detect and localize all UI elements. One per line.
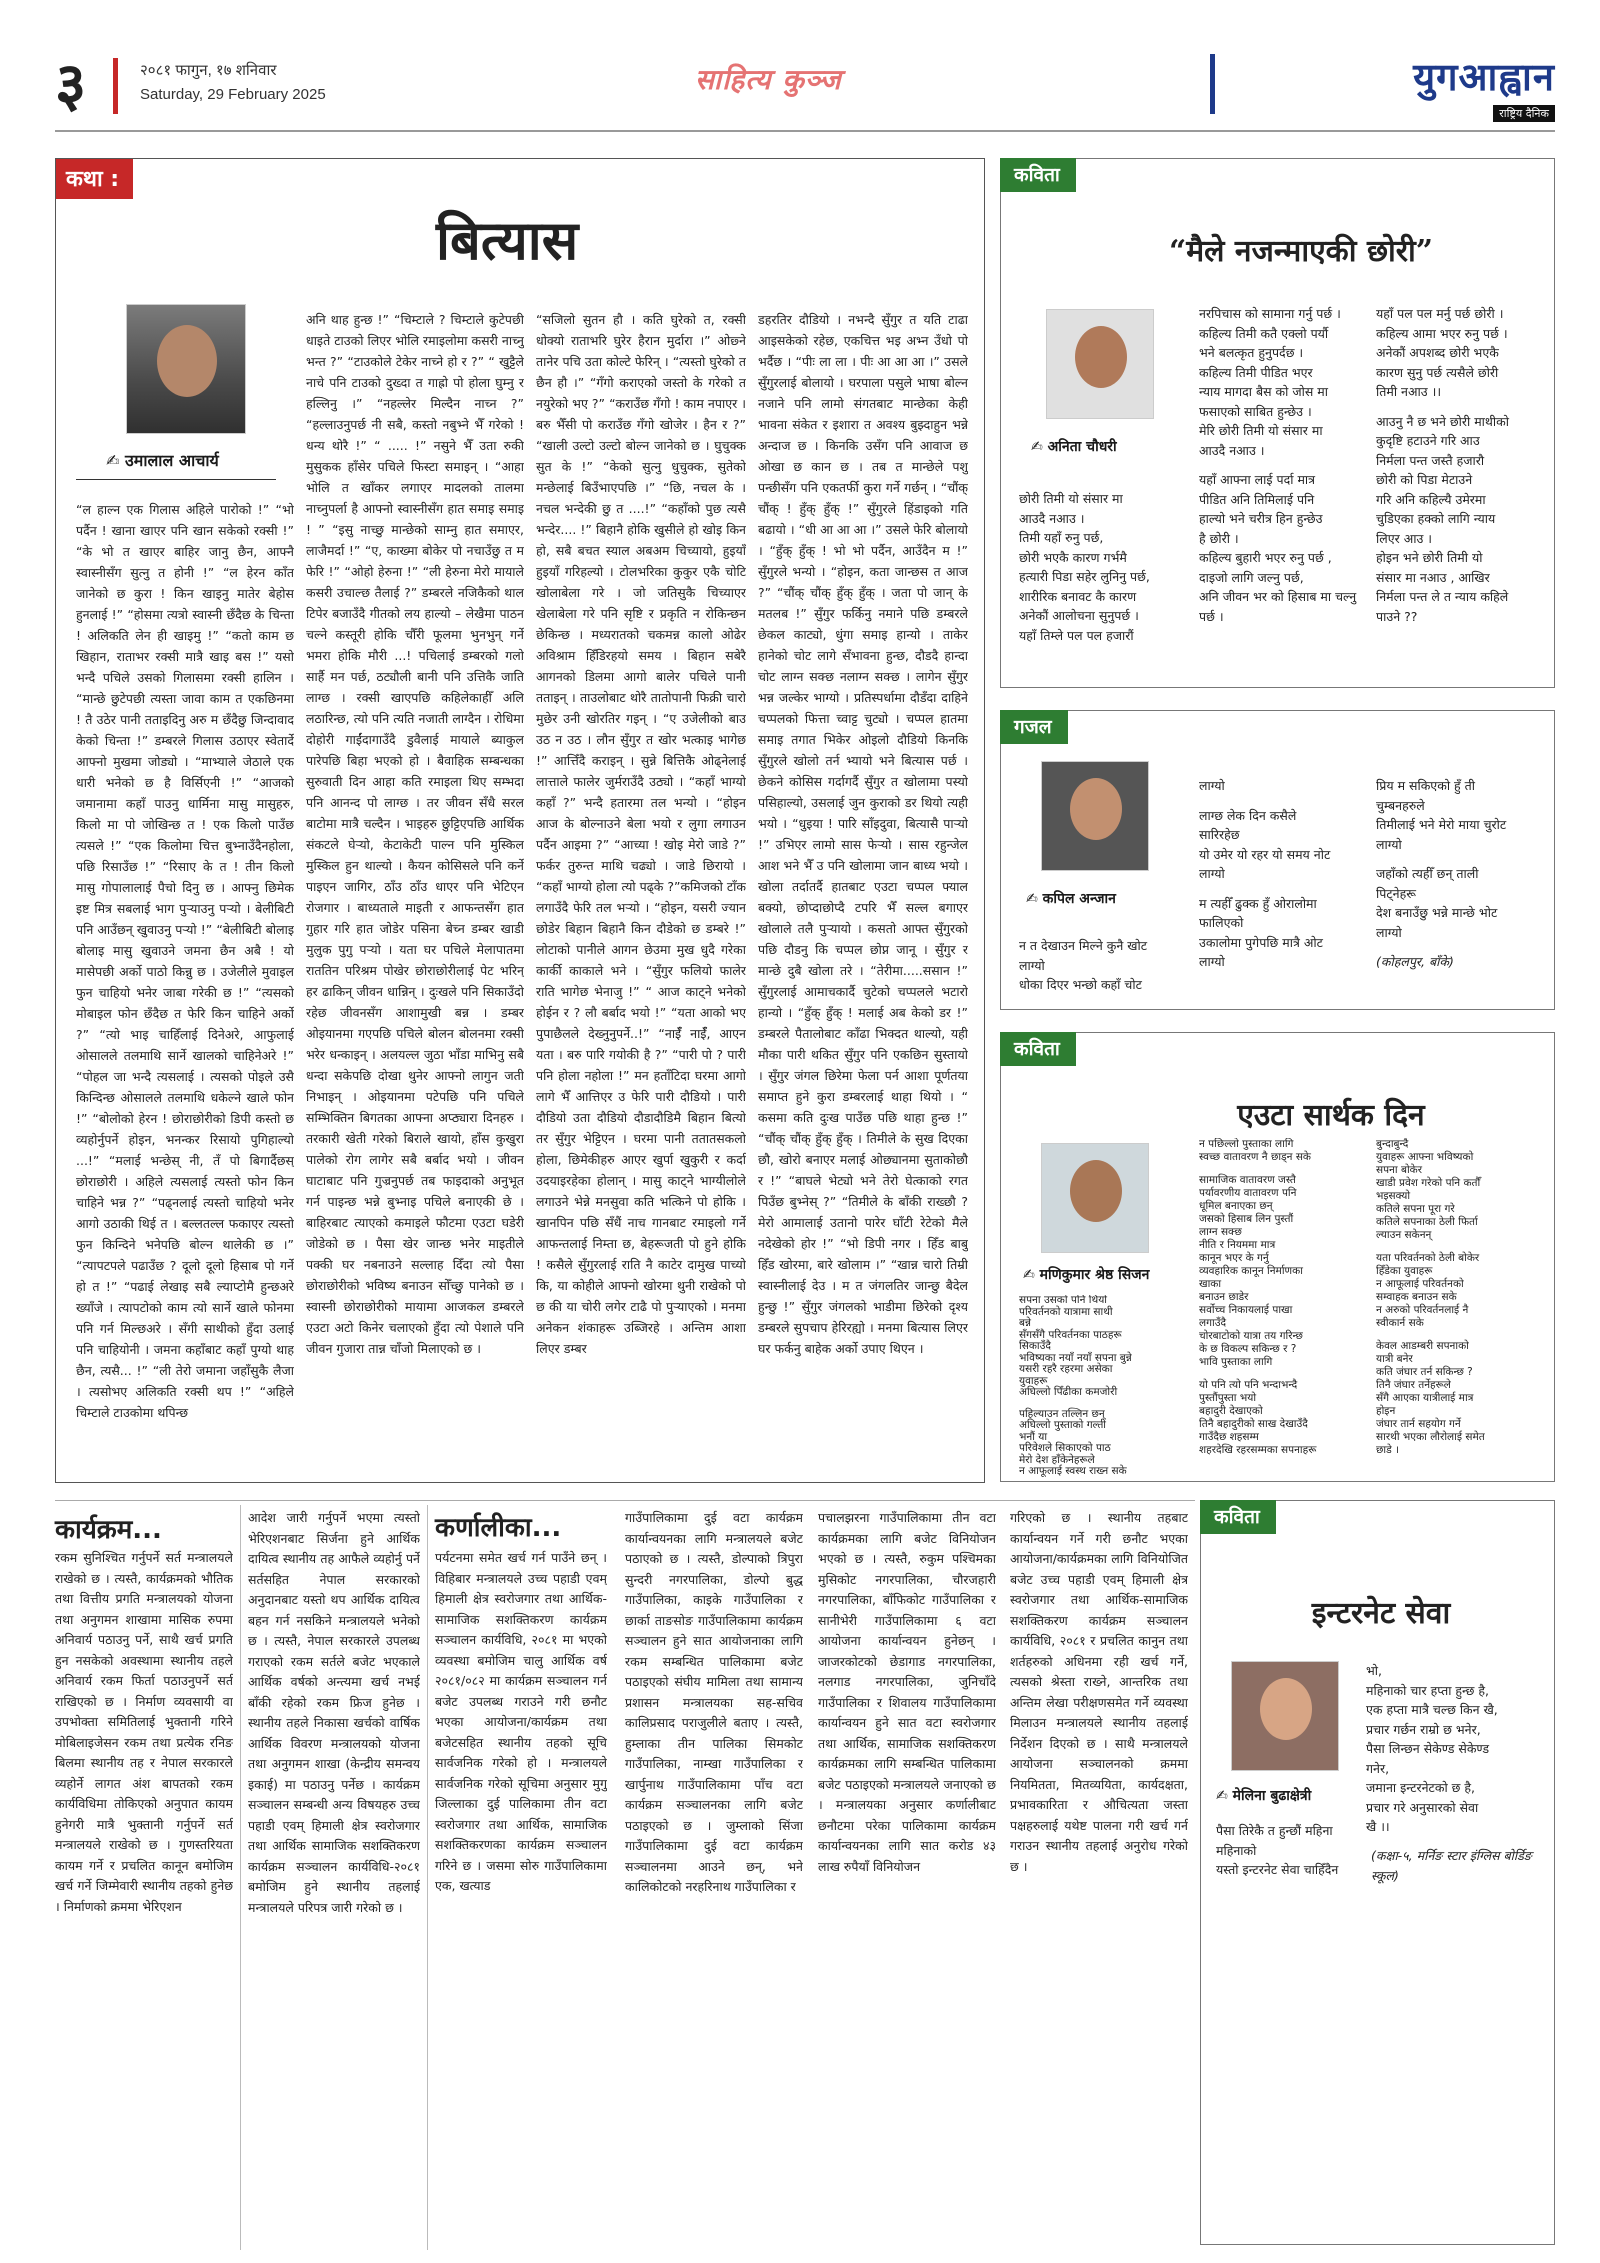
poem-line: खाडी प्रवेश गरेको पनि कतौँ <box>1376 1177 1481 1189</box>
poem-3-col-left <box>1019 1295 1189 1480</box>
poem-1-col-mid <box>1199 304 1369 674</box>
poem-line: चोरबाटोको यात्रा तय गरिन्छ <box>1199 1330 1303 1342</box>
poem-line: न अरुको परिवर्तनलाई नै <box>1376 1304 1469 1316</box>
poem-line: युवाहरू <box>1019 1374 1048 1387</box>
poem-line: पिट्नेहरू <box>1376 885 1416 901</box>
poem-line: यात्री बनेर <box>1376 1353 1413 1365</box>
poem-line: सँगसँगै परिवर्तनका पाठहरू <box>1019 1328 1122 1341</box>
poem-2-col-left <box>1019 936 1179 1006</box>
poet-3-face <box>1070 1160 1122 1222</box>
page-number: ३ <box>55 50 87 120</box>
brand-tagline: राष्ट्रिय दैनिक <box>1493 105 1555 122</box>
poem-line: अघिल्लो पिँढीका कमजोरी <box>1019 1386 1118 1398</box>
poet-2-face <box>1070 778 1122 840</box>
news-2-column-3: पचालझरना गाउँपालिकामा तीन वटा कार्यक्रमका लागि बजेट विनियोजन भएको छ । त्यस्तै, रुकुम पश्चिमका मुसिकोट नगरपालिका, चौरजहारी नगरपालिका, बाँफिकोट गाउँपालिका र सानीभेरी गाउँपालिकामा ६ वटा आयोजना कार्यान्वयन हुनेछन् । जाजरकोटको छेडागाड नगरपालिका, नलगाड नगरपालिका, जुनिचाँदे गाउँपालिका र शिवालय गाउँपालिकामा कार्यान्वयन हुने सात वटा स्वरोजगार तथा आर्थिक, सामाजिक सशक्तिकरण कार्यक्रमका लागि सम्बन्धित पालिकामा बजेट पठाइएको मन्त्रालयले जनाएको छ । मन्त्रालयका अनुसार कर्णालीबाट छनौटमा परेका पालिकामा कार्यक्रम कार्यान्वयनका लागि सात करोड ४३ लाख रुपैयाँ विनियोजन <box>818 1510 996 1874</box>
poem-line: पैसा तिरेकै त हुन्छौं महिना <box>1216 1823 1333 1838</box>
news-heading-2: कर्णालीका... <box>435 1513 562 1543</box>
poem-line <box>1199 1164 1369 1174</box>
poem-line: हाल्यो भने चरीत्र हिन हुन्छेउ <box>1199 511 1323 526</box>
news-2-column-2: गाउँपालिकामा दुई वटा कार्यक्रम कार्यान्वयनका लागि मन्त्रालयले बजेट पठाएको छ । त्यस्तै, डोल्पाको त्रिपुरा सुन्दरी नगरपालिका, डोल्पो बुद्ध गाउँपालिका, काइके गाउँपालिका र छार्का ताङसोङ गाउँपालिकामा कार्यक्रम सञ्चालन हुने सात आयोजनाका लागि रकम सम्बन्धित पालिकामा बजेट पठाइएको संघीय मामिला तथा सामान्य प्रशासन मन्त्रालयका सह-सचिव कालिप्रसाद पराजुलीले बताए । त्यस्तै, हुम्लाका तीन पालिका सिमकोट गाउँपालिका, नाम्खा गाउँपालिका र खार्पुनाथ गाउँपालिकामा पाँच वटा कार्यक्रम सञ्चालनका लागि बजेट पठाइएको छ । जुम्लाको सिंजा गाउँपालिकामा दुई वटा कार्यक्रम सञ्चालनमा आउने छन्, भने कालिकोटको नरहरिनाथ गाउँपालिका र <box>625 1510 803 1894</box>
poem-line <box>1199 884 1379 894</box>
poet-3-name: ✍ मणिकुमार श्रेष्ठ सिजन <box>1023 1267 1150 1283</box>
poem-line: स्वच्छ वातावरण नै छाड्न सके <box>1199 1151 1311 1163</box>
poet-1-photo <box>1046 309 1154 419</box>
poem-line: सारथी भएका लौरोलाई समेत <box>1376 1431 1485 1443</box>
poem-line <box>1019 1399 1189 1409</box>
poem-line <box>1199 796 1379 806</box>
poem-line: कुदृष्टि हटाउने गरि आउ <box>1376 433 1480 448</box>
poem-line: भावि पुस्ताका लागि <box>1199 1356 1273 1368</box>
poem-line: जमाना इन्टरनेटको छ है, <box>1366 1780 1476 1795</box>
poem-line <box>1376 854 1551 864</box>
poet-3-name-text: मणिकुमार श्रेष्ठ सिजन <box>1039 1267 1150 1283</box>
poem-line: तिनै जंघार तर्नेहरूले <box>1376 1379 1451 1391</box>
poem-line <box>1376 1242 1551 1252</box>
poem-line: यो उमेर यो रहर यो समय नोट <box>1199 846 1331 862</box>
poem-line: अनेकौं अपशब्द छोरी भएकै <box>1376 345 1499 360</box>
poem-3-title: एउटा सार्थक दिन <box>1237 1098 1425 1133</box>
poem-3-col-right <box>1376 1138 1551 1478</box>
poem-line: लाग्छ लेक दिन कसैले <box>1199 807 1297 823</box>
poem-line: आउदै नआउ । <box>1199 442 1265 458</box>
story-column-1: “ल हाल्न एक गिलास अहिले पारोको !” “भो पर्दैन ! खाना खाएर पनि खान सकेको रक्सी !” “के भो त खाएर बाहिर जानु छैन, आफ्नै स्वास्नीसँग सुत्नु त होनी !” “ल हेरन काँत जानेको छ कुरा ! किन खाइनु मातेर बेहोस हुनलाई !” “होसमा त्यत्रो स्वास्नी छँदैछ के चिन्ता ! अलिकति लेन ही खाइमु !” “कतो काम छ खिहान, राताभर रक्सी मात्रै खाइ बस !” यसो भन्दै पचिले उसको गिलासमा रक्सी हालिन । “मान्छे छुटेपछी त्यस्ता जावा काम त एकछिनमा ! तै उठेर पानी तताइदिनु अरु म छँदैछु जिन्दावाद केको चिन्ता !” डम्बरले गिलास उठाएर स्वेतार्दे आफ्नो मुखमा जोड्यो । “माभ्याले जेठाले एक धारी भनेको छ है विर्सिएनी !” “आजको जमानामा कहाँ पाउनु धार्मिना मासु मासुहरु, किलो मा पो जोखिन्छ त ! एक किलो पाउँछ त्यसले !” “एक किलोमा चित्त बुभ्नाउँदैनहोला, पछि रिसाउँछ !” “रिसाए के त ! तीन किलो मासु गोपालालाई पैचो दिनु छ । आफ्नु छिमेक इष्ट मित्र सबलाई भाग पुऱ्याउनु पऱ्यो । बेलीबिटी पनि आउँछन् खुवाउनु पऱ्यो !” “बेलीबिटी बोलाइ बोलाइ मासु खुवाउने जमना छैन अबै ! यो मासेपछी अर्को पाठो किन्नु छ । उजेलीले मुवाइल फुन चाहियो भनेर जाबा गरेकी छ !” “त्यसको मोबाइल फोन छँदैछ त फेरि किन चाहिने अर्को ?” “त्यो भाइ चाहिँलाई दिनेअरे, आफुलाई ओसालले तलमाथि सार्ने खालको चाहिनेअरे !” “पोहल जा भन्दै त्यसलाई । त्यसको पोइले उसै किन्दिन्छ ओसालले तलमाथि धकेल्ने खाले फोन !” “बोलोको हेरन ! छोराछोरीको डिपी कस्तो छ व्यहोर्नुपर्ने होइन, भनन्कर रिसायो पुगिहाल्यो ...!” “मलाई भन्छेस् नी, तँ पो बिगार्दैछस् छोराछोरी । अहिले त्यसलाई त्यस्तो फोन किन चाहिने भन्न ?” “पढ्नलाई त्यस्तो चाहियो भनेर आगो उठाकी थिई त । बल्लतल्ल फकाएर त्यस्तो फुन किन्दिने भनेपछि बोल्न थालेकी छ ।” “त्यापटपले पढाउँछ ? दूलो दूलो हिसाब पो गर्ने हो त !” “पढाई लेखाइ सबै ल्याप्टोमै हुन्छअरे ख्याँजे । त्यापटोको काम त्यो सार्ने खाले फोनमा पनि गर्न मिल्छअरे । सँगी साथीको हुँदा उलाई पनि चाहियोनी । जमना कहाँबाट कहाँ पुग्यो थाह छैन, त्यसै... !” “ली तेरो जमाना जहाँसुकै लैजा । त्यसोभए अलिकति रक्सी थप !” “अहिले चिम्टाले टाउकोमा थपिन्छ <box>76 502 294 1420</box>
poem-box-1 <box>1000 158 1555 688</box>
poem-line: पर्यावरणीय वातावरण पनि <box>1199 1187 1297 1199</box>
poem-line: पहिल्याउन तल्लिन छन् <box>1019 1407 1105 1420</box>
masthead <box>55 50 1555 125</box>
poem-line: भविष्यका नयाँ नयाँ सपना बुन्ने <box>1019 1351 1132 1364</box>
poem-1-title: “मैले नजन्माएकी छोरी” <box>1168 234 1434 269</box>
poem-line: आउनु नै छ भने छोरी माथीको <box>1376 413 1509 429</box>
poem-line: भनौं या <box>1019 1430 1048 1443</box>
poem-1-col-left <box>1019 489 1179 669</box>
poem-box-3 <box>1000 1032 1555 1482</box>
poem-line: बुन्दाबुन्दै <box>1376 1138 1409 1150</box>
poem-line: यहाँ पल पल मर्नु पर्छ छोरी । <box>1376 306 1504 321</box>
poem-line: गनेर, <box>1366 1760 1390 1776</box>
poem-3-tag: कविता <box>1000 1032 1076 1066</box>
poet-4-face <box>1260 1678 1312 1740</box>
poet-2-name: ✍ कपिल अन्जान <box>1026 891 1116 907</box>
poem-line: छोरी भएकै कारण गर्भमै <box>1019 549 1127 565</box>
poem-line <box>1376 402 1546 412</box>
poem-line: गरि अनि कहिल्यै उमेरमा <box>1376 491 1486 507</box>
poem-line: पुस्तौंपुस्ता भयो <box>1199 1392 1257 1404</box>
poem-1-tag: कविता <box>1000 158 1076 192</box>
poem-line: लाग्यो <box>1199 866 1225 881</box>
poem-4-school: (कक्षा-५, मर्निङ स्टार इंग्लिस बोर्डिङ स्कूल) <box>1371 1848 1532 1883</box>
poem-line <box>1199 460 1369 470</box>
poem-line: लिएर आउ । <box>1376 530 1433 546</box>
brand-logo <box>1413 50 1555 122</box>
masthead-rule <box>55 130 1555 132</box>
poem-line: होइन <box>1376 1405 1396 1417</box>
poem-line: भने बलत्कृत हुनुपर्दछ । <box>1199 345 1304 360</box>
poem-line: तिनै बहादुरीको साख देखाउँदै <box>1199 1418 1308 1430</box>
poem-line: तिमी नआउ ।। <box>1376 384 1442 399</box>
poem-line: केवल आडम्बरी सपनाको <box>1376 1340 1469 1352</box>
poet-3-photo <box>1041 1143 1149 1253</box>
poem-line: न पछिल्लो पुस्ताका लागि <box>1199 1138 1294 1150</box>
poem-line: सपना उसको पनि थियो <box>1019 1295 1108 1306</box>
poem-line: निर्मला पन्त जस्तै हजारौ <box>1376 452 1485 468</box>
poem-line: लाग्यो <box>1199 954 1225 969</box>
poem-line: निर्मला पन्त ले त न्याय कहिले <box>1376 589 1509 604</box>
poem-3-col-mid <box>1199 1138 1369 1478</box>
poem-line: आउदै नआउ । <box>1019 510 1085 526</box>
story-box <box>55 158 985 1483</box>
story-column-3: “सजिलो सुतन हौ । कति घुरेको त, रक्सी धोक्यो राताभरि घुरेर हैरान मुर्दारा ।” ओछ्ने तानेर पचि उता कोल्टे फेरिन् । “त्यस्तो घुरेको त छैन हौ ।” “गँगो कराएको जस्तो के गरेको त नयुरेको भए ?” “कराउँछ गँगो ! काम नपाएर । बरु भैँसी पो कराउँछ गँगो खोजेर । हैन र ?” “खाली उल्टो उल्टो बोल्न जानेको छ । घुचुक्क सुत के !” “केको सुत्नु धुचुक्क, सुतेको मन्छेलाई बिउँभाएपछि ।” “छि, नचल के । नचल भन्देकी छु त ....!” “कहाँको पुछ त्यसै भन्देर.... !” बिहानै होकि खुसीले हो खोइ किन हो, सबै बचत स्याल अबअम चिच्यायो, हुइयाँ हुइयाँ गरिहल्यो । टोलभरिका कुकुर एकै चोटि खोलाबेला गरे । जो जतिसुकै चिच्याएर खेलाबेला गरे पनि सृष्टि र प्रकृति न रोकिन्छन छेकिन्छ । मध्यरातको चकमन्न कालो ओढेर अविश्राम हिँडिरहयो समय । बिहान सबेरै आगनको डिलमा आगो बालेर पचिले पानी तताइन् । ताउलोबाट थोरै तातोपानी फिक्री चारो मुछेर उनी खोरतिर गइन् । “ए उजेलीको बाउ उठ न उठ । लौन सुँगुर त खोर भत्काइ भागेछ !” आत्तिँदै कराइन् । सुन्ने बित्तिकै ओढ्नेलाई लात्ताले फालेर जुर्मराउँदै उठ्यो । “कहाँ भाग्यो कहाँ ?” भन्दै हतारमा तल भन्यो । “होइन आज के बोल्नाउने बेला भयो र लुगा लगाउन पर्दैन आइमा ?” “आच्या ! खोइ मेरो जाडे ?” फर्कर तुरुन्त माथि चढ्यो । जाडे छिरायो । “कहाँ भाग्यो होला त्यो पढ्के ?”कमिजको टाँक लगाउँदै फेरि तल भऱ्यो । “होइन, यसरी ज्यान छोडेर बिहान बिहानै किन दौडेको छ डम्बरे !” लोटाको पानीले आगन छेउमा मुख धुदै गरेका कार्की काकाले भने । “सुँगुर फलियो फालेर राति भागेछ भेनाजु !” “ आज काट्ने भनेको होईन र ? लौ बर्बाद भयो !” “यता आको भए पुपाछैलले देख्नुनुपर्ने..!” “नाईँ नाईँ, आएन यता । बरु पारि गयोकी है ?” “पारी पो ? पारी पनि होला नहोला !” मन हताँटिदा घरमा आगो लागे भैँ आत्तिएर उ फेरि पारी दौडियो । पारी दौडियो उता दौडियो दौडादौडिमै बिहान बित्यो तर सुँगुर भेट्टिएन । घरमा पानी ततातसकलो होला, छिमेकीहरु आएर खुर्पा खुकुरी र कर्दा उदयाइरहेका होलान् । मासु काट्ने भाग्यीलोले लगाउने भेन्ने मनसुवा कति भत्किने पो होकि । खानपिन पछि सँधैं नाच गानबाट रमाइलो गर्ने आफन्तलाई निम्ता छ, बेहरूजती पो हुने होकि ! कसैले सुँगुरलाई राति नै काटेर दामुख पाच्यो कि, या कोहीले आफ्नो खोरमा थुनी राखेको पो छ की या चोरी लगेर टाढै पो पुऱ्याएको । मनमा अनेकन शंकाहरू उब्जिरहे । अन्तिम आशा लिएर डम्बर <box>536 312 746 1356</box>
poem-line: संसार मा नआउ , आखिर <box>1376 569 1490 585</box>
poem-line: लाग्न सक्छ <box>1199 1226 1242 1238</box>
poem-line: यसरी रहरै रहरमा असेका <box>1019 1363 1113 1375</box>
poem-line: कारण सुनु पर्छ त्यसैले छोरी <box>1376 364 1499 380</box>
page-number-divider <box>113 58 118 114</box>
poem-line: महिनाको चार हप्ता हुन्छ है, <box>1366 1682 1489 1698</box>
poem-line: छोरी को पिडा मेटाउने <box>1376 472 1473 487</box>
poem-line: दाइजो लागि जल्नु पर्छ, <box>1199 569 1304 585</box>
poem-line <box>1199 1369 1369 1379</box>
brand-name: युगआह्वान <box>1413 55 1555 99</box>
section-title: साहित्य कुञ्ज <box>695 63 842 96</box>
poem-line: सामाजिक वातावरण जस्तै <box>1199 1174 1296 1186</box>
date-english: Saturday, 29 February 2025 <box>140 86 326 103</box>
poem-line: तिमी यहाँ रुनु पर्छ, <box>1019 530 1104 545</box>
poem-line: होइन भने छोरी तिमी यो <box>1376 550 1483 565</box>
poem-line: सँगै आएका यात्रीलाई मात्र <box>1376 1392 1474 1404</box>
poem-line: यहाँ तिम्ले पल पल हजारौं <box>1019 627 1134 643</box>
poem-2-col-mid <box>1199 776 1379 1006</box>
poem-line: कहिल्य तिमी कतै एक्लो पर्यौ <box>1199 325 1329 341</box>
column-divider <box>240 1505 241 2250</box>
poem-line: सिकाउँदै <box>1019 1340 1051 1352</box>
poem-line: लगाउँदै <box>1199 1317 1227 1329</box>
poem-line: खै ।। <box>1366 1819 1390 1834</box>
poem-line: न आफूलाई परिवर्तनको <box>1376 1278 1464 1290</box>
poem-line: परिवर्तनको यात्रामा साथी <box>1019 1305 1113 1318</box>
poem-line: चुम्बनहरुले <box>1376 797 1425 813</box>
poem-box-4 <box>1200 1500 1555 2245</box>
poem-line: जहाँको त्यहीँ छन् ताली <box>1376 866 1479 881</box>
poem-1-col-right <box>1376 304 1546 674</box>
poem-line: सर्वोच्च निकायलाई पाखा <box>1199 1304 1293 1316</box>
poem-line: कतिले सपना पूरा गरे <box>1376 1203 1455 1215</box>
poem-line: खाका <box>1199 1278 1222 1290</box>
poem-line: यता परिवर्तनको ठेली बोकेर <box>1376 1252 1480 1264</box>
poem-line: गाउँदैछ शहसम्म <box>1199 1431 1259 1443</box>
poem-line <box>1376 1330 1551 1340</box>
author-face <box>157 325 217 397</box>
poem-line: सारिरहेछ <box>1199 827 1240 842</box>
poem-line: कहिल्य बुहारी भएर रुनु पर्छ , <box>1199 550 1332 565</box>
poet-4-name-text: मेलिना बुढाक्षेत्री <box>1232 1788 1312 1804</box>
poem-line: के छ विकल्प सकिन्छ र ? <box>1199 1343 1297 1355</box>
poem-line: अनि जीवन भर को हिसाब मा चल्नु पर्छ । <box>1199 589 1357 624</box>
story-column-2: अनि थाह हुन्छ !” “चिम्टाले ? चिम्टाले कुटेपछी धाइते टाउको लिएर भोलि रमाइलोमा कसरी नाच्नु भन्त ?” “टाउकोले टेकेर नाच्ने हो र ?” “ खुट्टैले नाचे पनि टाउको दुख्दा त गाह्रो पो होला घुम्नु र हल्लिनु ।” “नहल्लेर मिल्दैन नाच्न ?” “हल्लाउनुपर्छ नी सबै, कस्तो नबुभ्ने भैँ गरेको ! धन्य थोरै !” “ ..... !” नसुने भैँ उता रुकी मुसुकक हाँसेर पचिले फिस्टा समाइन् । “आहा भोलि त खाँकर लगाएर मादलको तालमा नाच्नुपर्ला है आफ्नो स्वास्नीसँग हात समाइ समाइ ! ” “इसु नाच्छु मान्छेको साम्नु हात समाएर, लाजैमर्दा !” “ए, काख्मा बोकेर पो नचाउँछु त म फेरि !” “ओहो हेरुना !” “ली हेरुना मेरो मायाले कसरी उचाल्छ तैलाई ?” डम्बरले नजिकैको थाल टिपेर बजाउँदै गीतको लय हाल्यो – लेखैमा पाठन चल्ने कस्तूरी होकि चौँरी फूलमा भुनभुन् गर्ने भमरा होकि मौरी ...! पचिलाई डम्बरको गलो सार्है मन पर्छ, ठट्यौली बानी पनि उत्तिकै जाति लाग्छ । रक्सी खाएपछि कहिलेकाहीँ अलि लठारिन्छ, त्यो पनि त्यति नजाती लाग्दैन । रोधिमा दोहोरी गाईंदागाउँदै डुवैलाई मायाले ब्याकुल पारेपछि बिहा भएको हो । बैवाहिक सम्बन्धका सुरुवाती दिन आहा कति रमाइला थिए सम्भदा पनि आनन्द पो लाग्छ । तर जीवन सँधै सरल बाटोमा मात्रै चल्दैन । भाइहरु छुट्टिएपछि आर्थिक संकटले घेऱ्यो, केटाकेटी पाल्न पनि मुस्किल मुस्किल हुन थाल्यो । कैयन कोसिसले पनि कर्ने पाइएन जागिर, ठाँउ ठाँउ धाएर पनि भेटिएन रोजगार । बाध्यताले माइती र आफन्तसँग हात गुहार गरि हात जोडेर पसिना बेच्न डम्बर खाडी मुलुक पुगु पऱ्यो । यता घर पचिले मेलापातमा राततिन परिश्रम पोखेर छोराछोरीलाई पेट भरिन् हर ढाकिन् जीवन धान्निन् । दुःखले पनि सिकाउँदो रहेछ जीवनसँग आशामुखी बन्न । डम्बर ओइयानमा गएपछि पचिले बोलन बोलनमा रक्सी भरेर धन्काइन् । अलयल्ल जुठा भाँडा माभिनु सबै धन्दा सकेपछि दोखा थुनेर आफ्नो लागुन जती निभाइन् । ओइयानमा पटेपछि पनि पचिले सम्भिक्तिन बिगतका आफ्ना अप्ठ्यारा दिनहरु । तरकारी खेती गरेको बिराले खायो, हाँस कुखुरा पालेको रोग लागेर सबै बर्बाद भयो । जीवन घाटाबाट पनि गुज्रनुपर्छ तब फाइदाको अनुभूत गर्न पाइन्छ भन्ने बुभ्नाइ पचिले बनाएकी छे । बाहिरबाट त्याएको कमाइले फौटमा एउटा घडेरी जोडेको छ । पैसा खेर जान्छ भनेर माइतीले पक्की घर नबनाउने सल्लाह दिँदा त्यो पैसा छोराछोरीको भविष्य बनाउन सोँच्छु पानेको छ । स्वास्नी छोराछोरीको मायामा आजकल डम्बरले एउटा अटो किनेर चलाएको हुँदा त्यो पेशाले पनि जीवन गुजारा तान्न चाँजो मिलाएको छ । <box>306 312 524 1356</box>
story-title: बित्यास <box>436 208 579 272</box>
news-2-column-4: गरिएको छ । स्थानीय तहबाट कार्यान्वयन गर्ने गरी छनौट भएका आयोजना/कार्यक्रमका लागि विनियोजित बजेट उच्च पहाडी एवम् हिमाली क्षेत्र स्वरोजगार तथा आर्थिक-सामाजिक सशक्तिकरण कार्यक्रम सञ्चालन कार्यविधि, २०८१ र प्रचलित कानुन तथा शर्तहरुको अधिनमा रही खर्च गर्ने, त्यसको श्रेस्ता राख्ने, आन्तरिक तथा अन्तिम लेखा परीक्षणसमेत गर्ने व्यवस्था मिलाउन मन्त्रालयले स्थानीय तहलाई निर्देशन दिएको छ । साथै मन्त्रालयले आयोजना सञ्चालनको क्रममा नियमितता, मितव्ययिता, कार्यदक्षता, प्रभावकारिता र औचित्यता जस्ता पक्षहरुलाई यथेष्ट पालना गरी खर्च गर्न गराउन स्थानीय तहलाई अनुरोध गरेको छ । <box>1010 1510 1188 1874</box>
poem-line: सम्वाहक बनाउन सके <box>1376 1291 1457 1303</box>
poem-line: यहाँ आफ्ना लाई पर्दा मात्र <box>1199 472 1316 487</box>
poem-line: कति जंघार तर्न सकिन्छ ? <box>1376 1366 1473 1378</box>
poem-line: कहिल्य आमा भएर रुनु पर्छ । <box>1376 325 1508 341</box>
author-name: ✍ उमालाल आचार्य <box>106 451 219 470</box>
poem-line: प्रचार गरे अनुसारको सेवा <box>1366 1799 1479 1815</box>
poem-line: बहादुरी देखाएको <box>1199 1405 1263 1417</box>
poem-line: है छोरी । <box>1199 530 1239 546</box>
poem-line: कतिले सपनाका ठेली फिर्ता <box>1376 1216 1478 1228</box>
poem-line: हत्यारी पिडा सहेर लुनिनु पर्छ, <box>1019 569 1150 584</box>
poem-box-2 <box>1000 710 1555 1010</box>
poet-1-name: ✍ अनिता चौधरी <box>1031 439 1117 455</box>
poem-line: पैसा लिन्छन सेकेण्ड सेकेण्ड <box>1366 1741 1490 1756</box>
poem-line: स्वीकार्न सके <box>1376 1317 1424 1329</box>
bottom-rule <box>55 1500 1195 1501</box>
poem-4-lines <box>1366 1661 1546 1846</box>
poem-4-lines-bottom <box>1216 1821 1366 1891</box>
poem-line: (कोहलपुर, बाँके) <box>1376 954 1454 969</box>
poem-line: परिवेशले सिकाएको पाठ <box>1019 1442 1111 1454</box>
date-nepali: २०८१ फागुन, १७ शनिवार <box>140 62 277 79</box>
poet-4-photo <box>1231 1661 1339 1771</box>
poem-line: प्रिय म सकिएको हुँ ती <box>1376 778 1476 793</box>
author-name-text: उमालाल आचार्य <box>124 451 219 470</box>
story-column-4: डहरतिर दौडियो । नभन्दै सुँगुर त यति टाढा आइसकेको रहेछ, एकचित्त भइ अभ्न उँधो पो भर्दैछ । “पीः ला ला । पीः आ आ आ ।” उसले सुँगुरलाई बोलायो । घरपाला पसुले भाषा बोल्न नजाने पनि लामो संगतबाट मान्छेका केही भावना संकेत र इशारा त अवश्य बुझ्दाहुन भन्ने अन्दाज छ । किनकि उसँग पनि आवाज छ ओखा छ कान छ । तब त मान्छेले पशु पन्छीसँग पनि एकतर्फी कुरा गर्ने गर्छन् । “चौंक् चौंक् ! हुँक् हुँक् !” सुँगुरले हिंडाइको गति बढायो । “धी आ आ आ ।” उसले फेरि बोलायो । “हुँक् हुँक् ! भो भो पर्दैन, आउँदैन म !” सुँगुरले भन्यो । “होइन, कता जान्छस त आज ?” “चौंक् चौंक् हुँक् हुँक् । जता पो जान् के मतलब !” सुँगुर फर्किनु नमाने पछि डम्बरले छेकल काट्यो, धुंगा समाइ हान्यो । ताकेर हानेको चोट लागे सँभावना हुन्छ, दौडदै हान्दा चोट लाग्न सक्छ नलाग्न सक्छ । लागेन सुँगुर भन्न जल्केर भाग्यो । प्रतिस्पर्धामा दौडँदा दाहिने चप्पलको फित्ता च्वाट्ट चुट्यो । चप्पल हातमा समाइ तगात भिकेर ओइलो दौडियो किनकि सुँगुरले खोलो तर्न भ्यायो भने बित्यास पर्छ । छेकने कोसिस गर्दागर्दै सुँगुर त खोलामा पस्यो पसिहाल्यो, उसलाई जुन कुराको डर थियो त्यही भयो । “धुइया ! पारि साँइदुवा, बित्यासै पाऱ्यो !” उभिएर लामो सास फेऱ्यो । सास रहुन्जेल आश भने भैँ उ पनि खोलामा जान बाध्य भयो । खोला तर्दातर्दै हातबाट एउटा चप्पल फ्याल बक्यो, छोप्दाछोप्दै टपरि भैँ सल्ल बगाएर खोलाले तलै पुऱ्यायो । कसतो आफ्त सुँगुरको पछि दौडनु कि चप्पल छोप्न जानू । सुँगुर र मान्छे दुबै खोला तरे । “तेरीमा.....ससान !” सुँगुरलाई आमाचकार्दै चुटेको चप्पलले भटारो हान्यो । “हुँक् हुँक् ! मलाई अब केको डर !” डम्बरले पैतालोबाट काँढा भिक्दत थाल्यो, यही मौका पारी थकित सुँगुर पनि एकछिन सुस्तायो । सुँगुर जंगल छिरेमा फेला पर्न आशा पूर्णतया समाप्त हुने कुरा डम्बरलाई थाहा थियो । “ कसमा कति दुःख पाउँछ पछि थाहा हुन्छ !” “चौंक् चौंक् हुँक् हुँक् । तिमीले के सुख दिएका छौ, खोरो बनाएर मलाई ओछ्यानमा सुताकोछौ र !” “बाघले भेट्यो भने तेरो घेत्काको रगत पिउँछ बुभ्नेस् ?” “तिमीले के बाँकी राख्छौ ? मेरो आमालाई उतानो पारेर घाँटी रेटेको मैले नदेखेको होर !” “भो डिपी नगर । हिँड बाबु हिँड खोरमा, बारे खोलाम ।” “खान्न चारो तिम्री स्वास्नीलाई देउ । म त जंगलतिर जान्छु बैदेल हुन्छु !” सुँगुर जंगलको भाडीमा छिरेको दृश्य डम्बरले सुपचाप हेरिरह्यो । मनमा बित्यास लिएर घर फर्कनु बाहेक अर्को उपाए थिएन । <box>758 312 968 1356</box>
poem-line: मेरि छोरी तिमी यो संसार मा <box>1199 423 1323 438</box>
poem-line: जसको हिसाब लिन पुस्तौं <box>1199 1213 1294 1225</box>
poem-line: फसाएको साबित हुन्छेउ । <box>1199 403 1312 419</box>
poet-2-name-text: कपिल अन्जान <box>1042 891 1116 907</box>
poet-4-name: ✍ मेलिना बुढाक्षेत्री <box>1216 1788 1312 1804</box>
poem-line: एक हप्ता मात्रै चल्छ किन खै, <box>1366 1702 1498 1717</box>
poem-line: न्याय मागदा बैस को जोस मा <box>1199 384 1329 399</box>
poem-line: मेरो देश हाँकेनेहरूले <box>1019 1453 1095 1466</box>
poem-line: लाग्यो <box>1376 924 1402 940</box>
poem-line: यो पनि त्यो पनि भन्दाभन्दै <box>1199 1379 1298 1391</box>
news-2-column-1: पर्यटनमा समेत खर्च गर्न पाउँने छन् । विहिबार मन्त्रालयले उच्च पहाडी एवम् हिमाली क्षेत्र स्वरोजगार तथा आर्थिक-सामाजिक सशक्तिकरण कार्यक्रम सञ्चालन कार्यविधि, २०८१ मा भएको व्यवस्था बमोजिम चालु आर्थिक वर्ष २०८१/०८२ मा कार्यक्रम सञ्चालन गर्न बजेट उपलब्ध गराउने गरी छनौट भएका आयोजना/कार्यक्रम तथा बजेटसहित स्थानीय तहको सूचि सार्वजनिक गरेको हो । मन्त्रालयले सार्वजनिक गरेको सूचिमा अनुसार मुगु जिल्लाका दुई पालिकामा तीन वटा स्वरोजगार तथा आर्थिक, सामाजिक सशक्तिकरणका कार्यक्रम सञ्चालन गरिने छ । जसमा सोरु गाउँपालिकामा एक, खत्याड <box>435 1550 607 1893</box>
news-1-column-1: रकम सुनिश्चित गर्नुपर्ने सर्त मन्त्रालयले राखेको छ । त्यस्तै, कार्यक्रमको भौतिक तथा वित्तीय प्रगति मन्त्रालयको योजना तथा अनुगमन शाखामा मासिक रुपमा अनिवार्य पठाउनु पर्ने, साथै खर्च प्रगति हुन नसकेको अवस्थामा स्थानीय तहले अनिवार्य रकम फिर्ता पठाउनुपर्ने सर्त राखिएको छ । निर्माण व्यवसायी वा उपभोक्ता समितिलाई भुक्तानी गरिने मोबिलाइजेसन रकम तथा प्रत्येक रनिङ बिलमा स्थानीय तह र नेपाल सरकारले व्यहोर्ने लागत अंश बापतको रकम कार्यविधिमा तोकिएको अनुपात कायम हुनेगरी मात्रै भुक्तानी गर्नुपर्ने सर्त मन्त्रालयले राखेको छ । गुणस्तरियता कायम गर्ने र प्रचलित कानून बमोजिम खर्च गर्ने जिम्मेवारी स्थानीय तहको हुनेछ । निर्माणको क्रममा भेरिएशन <box>55 1550 233 1914</box>
poem-line: तिमीलाई भने मेरो माया चुरोट <box>1376 817 1507 832</box>
poem-line: अनेकौं आलोचना सुनुपर्छ । <box>1019 608 1139 623</box>
news-heading-1: कार्यक्रम... <box>55 1515 162 1545</box>
poem-line: यस्तो इन्टरनेट सेवा चाहिँदैन <box>1216 1862 1339 1877</box>
poem-line: कानून भएर के गर्नु <box>1199 1252 1269 1264</box>
poet-2-photo <box>1041 761 1149 871</box>
poem-line: पीडित अनि तिमिलाई पनि <box>1199 491 1315 507</box>
poem-line: नीति र नियममा मात्र <box>1199 1239 1276 1251</box>
poem-line: देश बनाउँछु भन्ने मान्छे भोट <box>1376 905 1498 920</box>
poem-line <box>1376 942 1551 952</box>
poem-line: महिनाको <box>1216 1842 1257 1858</box>
poem-line: भइसक्यो <box>1376 1190 1411 1202</box>
poem-line: बन्ने <box>1019 1317 1031 1329</box>
brand-divider <box>1210 54 1215 114</box>
poem-line: व्यवहारिक कानून निर्माणका <box>1199 1265 1303 1277</box>
poet-1-name-text: अनिता चौधरी <box>1047 439 1117 455</box>
poem-line: ल्याउन सकेनन् <box>1376 1229 1432 1241</box>
poem-line: हिँडेका युवाहरू <box>1376 1265 1433 1277</box>
poet-1-face <box>1075 326 1127 388</box>
poem-line: लाग्यो <box>1376 836 1402 852</box>
poem-line: चुडिएका हक्को लागि न्याय <box>1376 511 1496 526</box>
poem-line: न आफूलाई स्वस्थ राख्न सके <box>1019 1465 1127 1477</box>
poem-2-tag: गजल <box>1000 710 1068 744</box>
author-photo <box>126 304 246 434</box>
poem-4-title: इन्टरनेट सेवा <box>1311 1596 1451 1631</box>
poem-line: सपना बोकेर <box>1376 1164 1423 1176</box>
author-rule <box>76 479 276 480</box>
poem-line: धोका दिएर भन्छो कहाँ चोट <box>1019 977 1142 992</box>
poem-line: कहिल्य तिमी पीडित भएर <box>1199 364 1313 380</box>
poem-line: शारीरिक बनावट कै कारण <box>1019 588 1137 604</box>
poem-2-col-right <box>1376 776 1551 1006</box>
column-divider <box>427 1505 428 2250</box>
poem-line: छाडे । <box>1376 1444 1400 1456</box>
poem-line: प्रचार गर्छन राम्रो छ भनेर, <box>1366 1721 1481 1737</box>
poem-line: अघिल्लो पुस्ताको गल्ती <box>1019 1419 1107 1431</box>
poem-line: भो, <box>1366 1663 1382 1678</box>
poem-line: पाउने ?? <box>1376 608 1418 624</box>
poem-line: म त्यहीँ ढुक्क हुँ ओरालोमा <box>1199 895 1317 911</box>
poem-line: धूमिल बनाएका छन् <box>1199 1200 1273 1212</box>
story-tag: कथा : <box>56 159 133 199</box>
poem-4-tag: कविता <box>1200 1500 1276 1534</box>
news-1-column-2: आदेश जारी गर्नुपर्ने भएमा त्यस्तो भेरिएशनबाट सिर्जना हुने आर्थिक दायित्व स्थानीय तह आफैले व्यहोर्नु पर्ने सर्तसहित नेपाल सरकारको अनुदानबाट यस्तो थप आर्थिक दायित्व बहन गर्न नसकिने मन्त्रालयले भनेको छ । त्यस्तै, नेपाल सरकारले उपलब्ध गराएको रकम सर्तले बजेट भएकाले आर्थिक वर्षको अन्त्यमा खर्च नभई बाँकी रहेको रकम फ्रिज हुनेछ । स्थानीय तहले निकासा खर्चको वार्षिक आर्थिक विवरण मन्त्रालयको योजना तथा अनुगमन शाखा (केन्द्रीय समन्वय इकाई) मा पठाउनु पर्नेछ । कार्यक्रम सञ्चालन सम्बन्धी अन्य विषयहरु उच्च पहाडी एवम् हिमाली क्षेत्र स्वरोजगार तथा आर्थिक सामाजिक सशक्तिकरण कार्यक्रम सञ्चालन कार्यविधि-२०८१ बमोजिम हुने स्थानीय तहलाई मन्त्रालयले परिपत्र जारी गरेको छ । <box>248 1510 420 1915</box>
poem-line: छोरी तिमी यो संसार मा <box>1019 491 1123 506</box>
poem-line: न त देखाउन मिल्ने कुनै खोट <box>1019 938 1148 953</box>
poem-line: जंघार तार्न सहयोग गर्ने <box>1376 1418 1461 1430</box>
poem-line: लाग्यो <box>1199 778 1225 793</box>
poem-line: युवाहरू आफ्ना भविष्यको <box>1376 1151 1474 1163</box>
poem-line: शहरदेखि रहरसम्मका सपनाहरू <box>1199 1444 1317 1456</box>
poem-line: उकालोमा पुगेपछि मात्रै ओट <box>1199 934 1323 950</box>
poem-line: लाग्यो <box>1019 957 1045 973</box>
poem-line: बनाउन छाडेर <box>1199 1291 1249 1303</box>
poem-line: फालिएको <box>1199 915 1244 930</box>
poem-line: नरपिचास को सामाना गर्नु पर्छ । <box>1199 306 1341 321</box>
